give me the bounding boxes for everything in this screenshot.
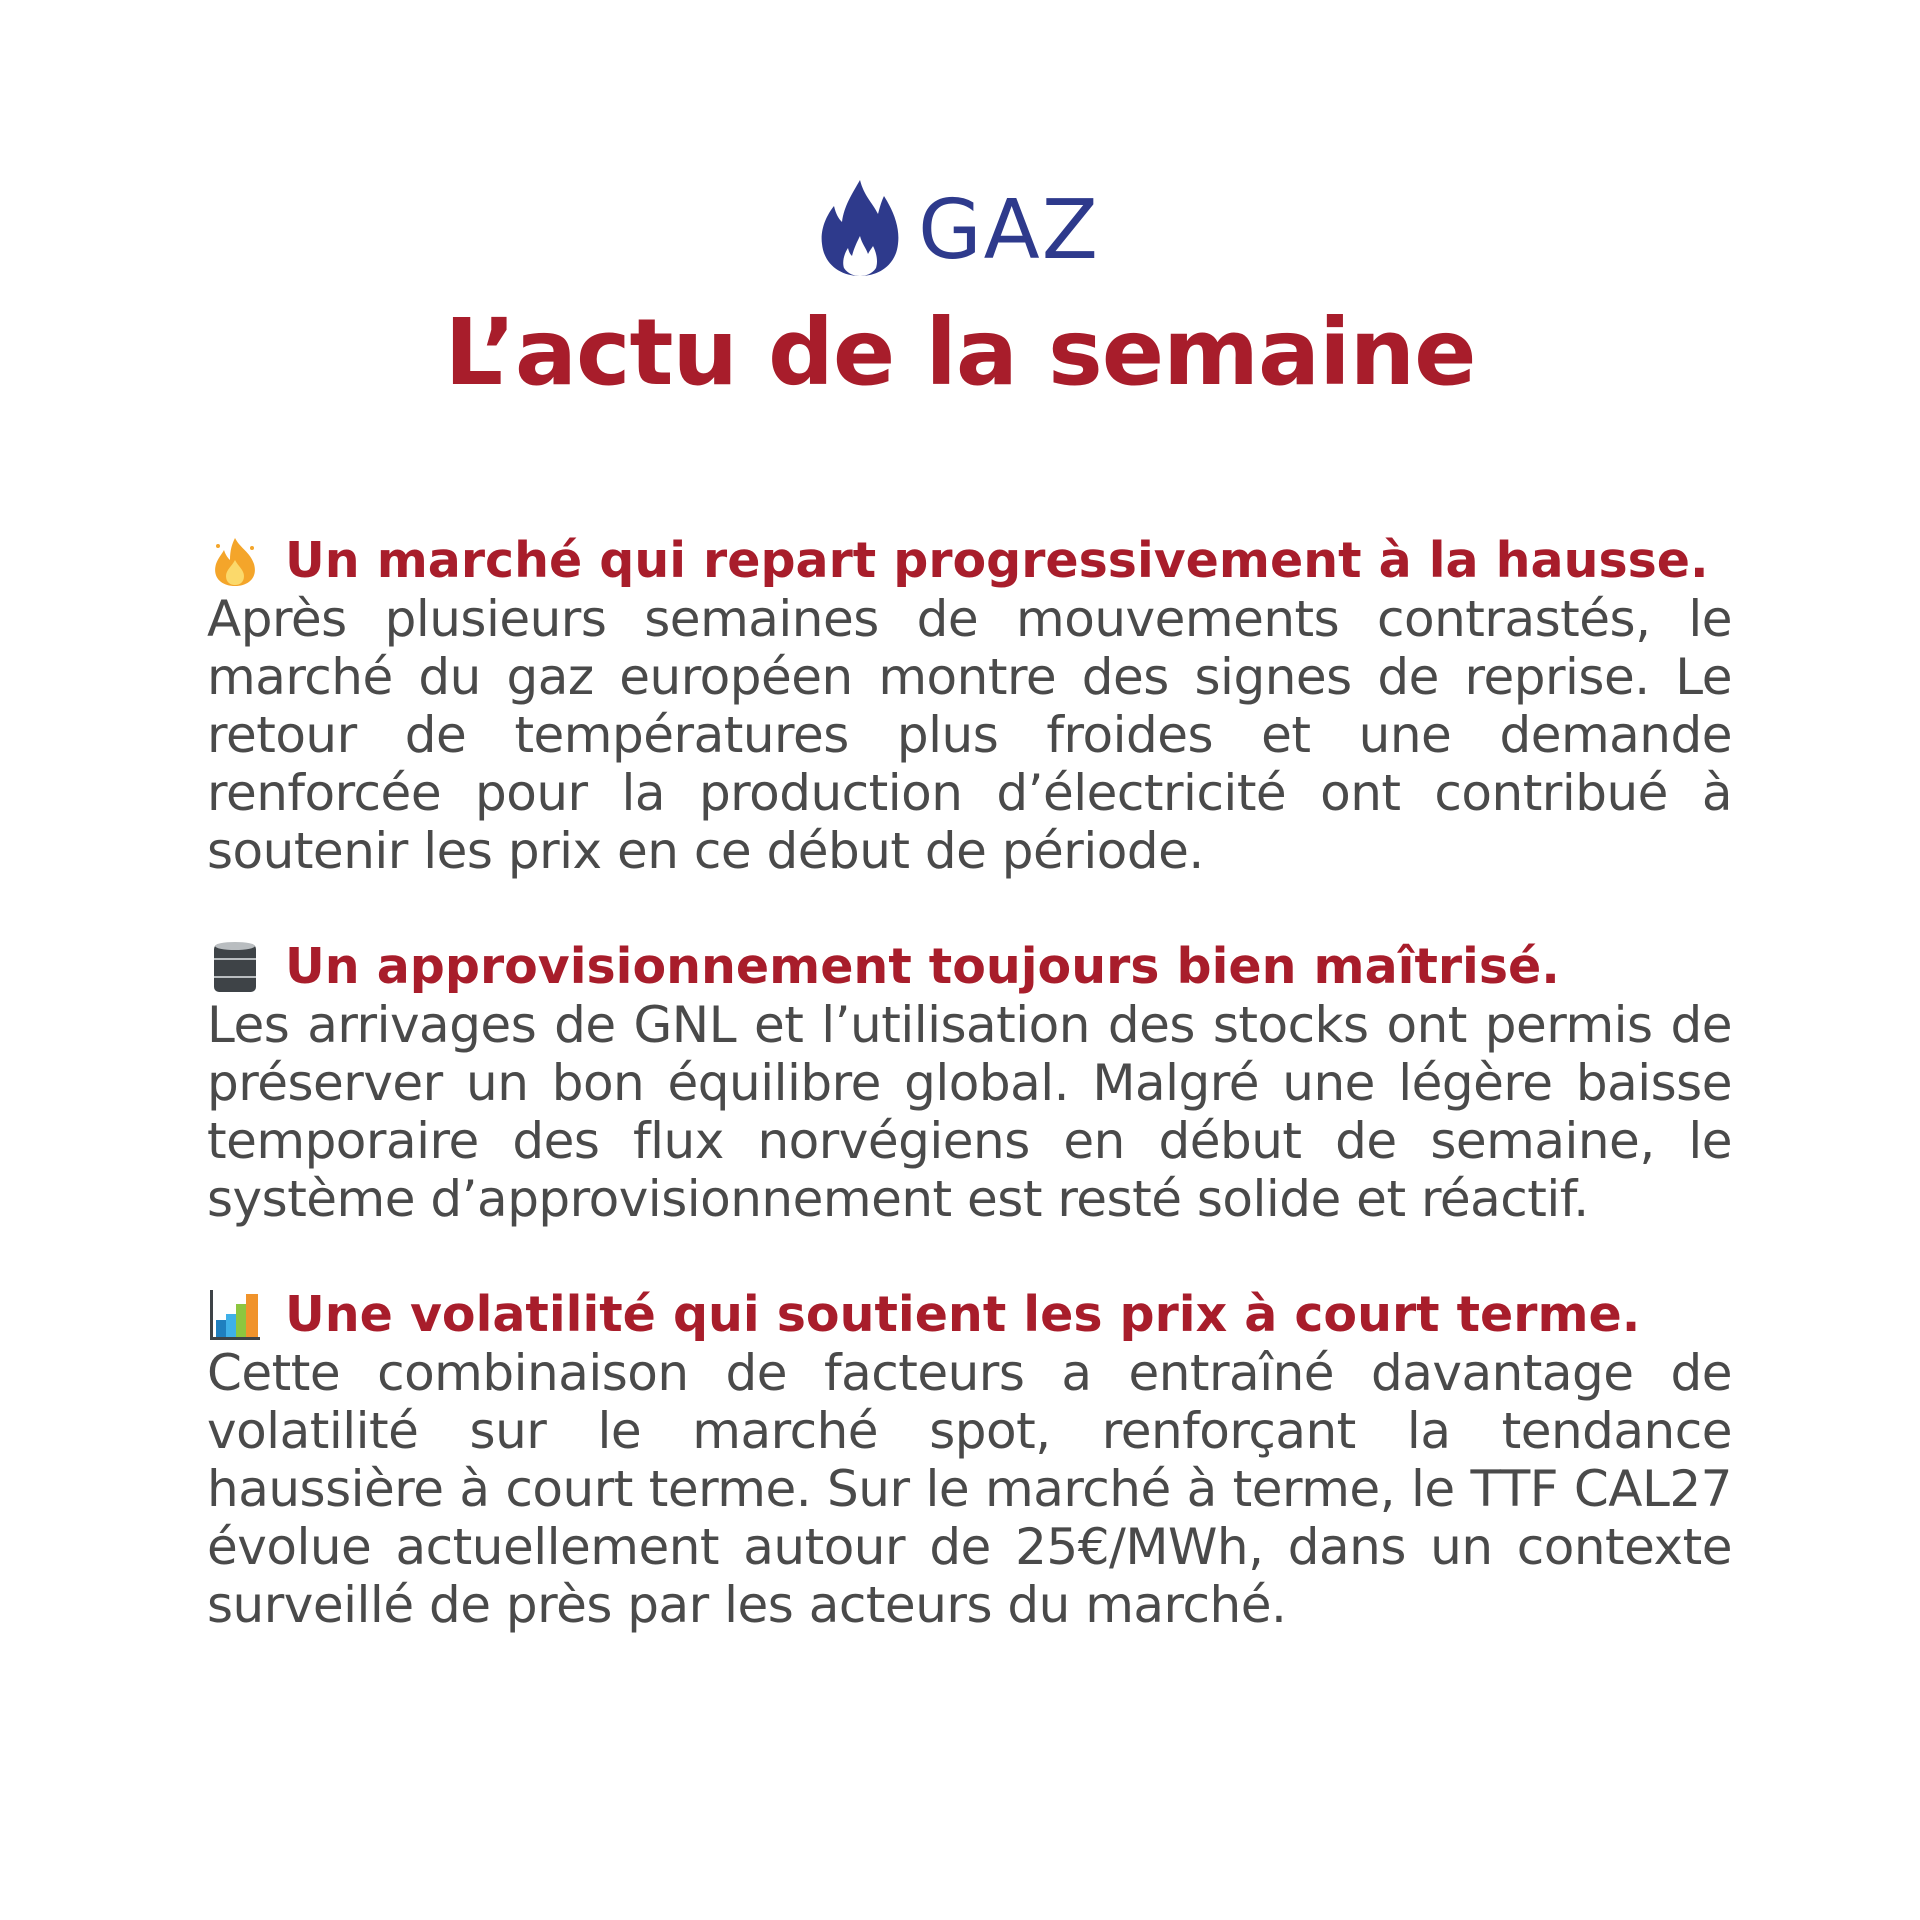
bar-chart-icon	[207, 1287, 263, 1343]
category-row	[0, 175, 1920, 285]
header	[0, 175, 1920, 406]
news-section	[207, 938, 1732, 1228]
page-title: L’actu de la semaine	[444, 299, 1476, 406]
section-title: Un marché qui repart progressivement à la hausse.	[285, 532, 1709, 589]
section-title: Une volatilité qui soutient les prix à court terme.	[285, 1286, 1641, 1343]
fire-emoji-icon	[207, 533, 263, 589]
news-section	[207, 532, 1732, 880]
oil-barrel-icon	[207, 939, 263, 995]
section-title: Un approvisionnement toujours bien maîtrisé.	[285, 938, 1560, 995]
news-section	[207, 1286, 1732, 1634]
category-label: GAZ	[918, 182, 1100, 278]
section-body: Les arrivages de GNL et l’utilisation des stocks ont permis de préserver un bon équilibre global. Malgré une légère baisse temporaire des flux norvégiens en début de semaine, le système d’approvisionnement est resté solide et réactif.	[207, 996, 1732, 1228]
news-sections	[207, 532, 1732, 1692]
section-body: Cette combinaison de facteurs a entraîné davantage de volatilité sur le marché spot, renforçant la tendance haussière à court terme. Sur le marché à terme, le TTF CAL27 évolue actuellement autour de 25€/MWh, dans un contexte surveillé de près par les acteurs du marché.	[207, 1344, 1732, 1634]
flame-icon	[820, 178, 900, 283]
section-body: Après plusieurs semaines de mouvements contrastés, le marché du gaz européen montre des signes de reprise. Le retour de températures plus froides et une demande renforcée pour la production d’électricité ont contribué à soutenir les prix en ce début de période.	[207, 590, 1732, 880]
